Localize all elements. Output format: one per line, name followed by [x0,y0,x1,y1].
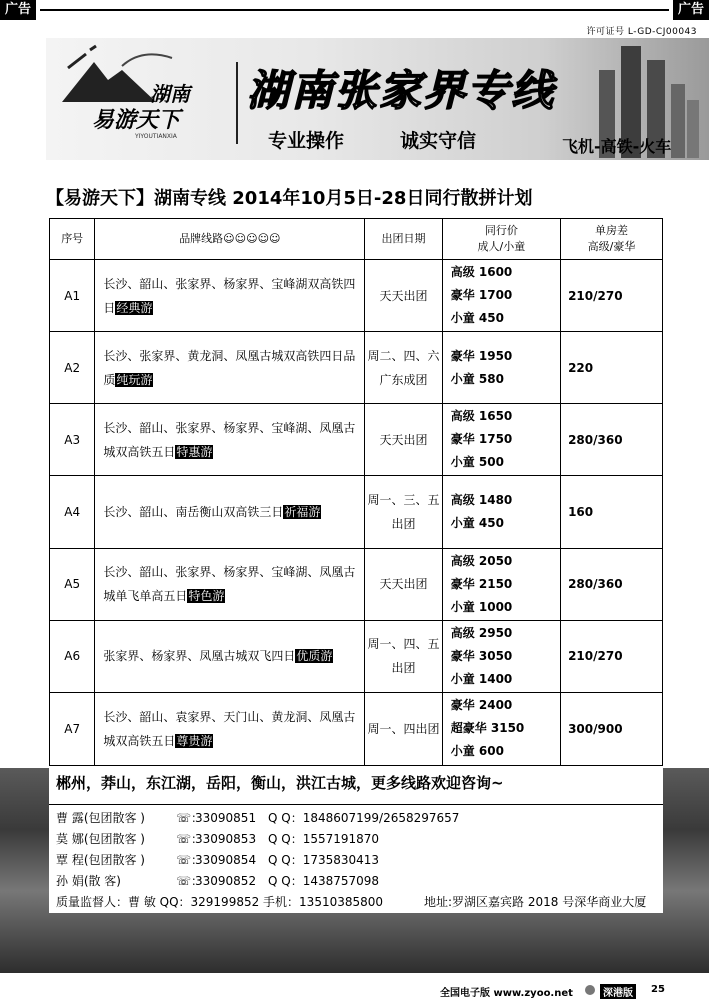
price-line: 豪华 1950 [450,348,513,363]
phone-label: ☏： [176,853,204,867]
departure-date-line: 周一、四出团 [367,721,440,736]
departure-date-line: 广东成团 [379,372,428,387]
contact-qq: Q Q：1848607199/2658297657 [268,811,460,825]
header-route: 品牌线路☺☺☺☺☺ [95,219,365,260]
price-line: 小童 1000 [450,599,513,614]
contact-name: 覃 程(包团散客 ) [56,853,145,867]
route-description [95,620,365,692]
contact-phone: 33090853 [195,832,257,846]
header-diff-line1: 单房差 [595,224,629,237]
routes-table [49,218,663,766]
slogan-professional: 专业操作 [268,130,345,152]
logo-brand: 易游天下 [92,108,181,133]
route-description [95,404,365,476]
address-line: 地址:罗湖区嘉宾路 2018 号深华商业大厦 [424,895,647,909]
table-row [50,476,663,548]
price-line: 小童 1400 [450,671,513,686]
route-description [95,260,365,332]
contact-name: 曹 露(包团散客 ) [56,811,145,825]
divider [49,804,663,805]
route-description [95,476,365,548]
header-price-line2: 成人/小童 [477,240,526,253]
contact-phone: 33090854 [195,853,257,867]
single-supplement: 210/270 [561,260,663,332]
route-text: 长沙、韶山、袁家界、天门山、黄龙洞、凤凰古城双高铁五日 [103,709,356,748]
logo-region: 湖南 [150,82,190,106]
route-text: 长沙、韶山、南岳衡山双高铁三日 [103,504,284,519]
price-cell [442,260,560,332]
table-row [50,548,663,620]
supervisor-line: 质量监督人：曹 敏 QQ：329199852 手机：13510385800 [56,895,384,909]
single-supplement: 280/360 [561,548,663,620]
route-text: 长沙、韶山、张家界、杨家界、宝峰湖双高铁四日 [103,276,356,315]
price-line: 高级 2050 [450,553,513,568]
departure-date [365,332,442,404]
contact-qq: Q Q：1735830413 [268,853,380,867]
departure-date [365,476,442,548]
table-row [50,260,663,332]
price-line: 小童 450 [450,311,504,326]
departure-date-line: 出团 [391,516,416,531]
header-diff-line2: 高级/豪华 [587,240,636,253]
logo-brand-pinyin: YIYOUTIANXIA [135,133,177,140]
table-row [50,332,663,404]
single-supplement: 220 [561,332,663,404]
route-text: 长沙、韶山、张家界、杨家界、宝峰湖、凤凰古城单飞单高五日 [103,565,356,604]
page-number: 25 [651,984,665,995]
contact-phone: 33090852 [195,874,257,888]
route-id: A2 [50,332,95,404]
price-cell [442,692,560,765]
departure-date-line: 天天出团 [379,577,428,592]
page-title: 【易游天下】湖南专线 2014年10月5日-28日同行散拼计划 [46,188,533,209]
departure-date-line: 周一、三、五 [367,492,440,507]
table-header-row [50,219,663,260]
price-cell [442,404,560,476]
price-cell [442,332,560,404]
route-tag: 尊贵游 [176,733,213,748]
contact-phone: 33090851 [195,811,257,825]
site-logo-icon [584,984,596,996]
header-id: 序号 [50,219,95,260]
route-id: A3 [50,404,95,476]
route-id: A4 [50,476,95,548]
price-line: 小童 500 [450,455,504,470]
table-row [50,404,663,476]
banner-divider [236,62,238,144]
single-supplement: 280/360 [561,404,663,476]
phone-label: ☏： [176,832,204,846]
price-line: 超豪华 3150 [450,721,525,736]
route-id: A1 [50,260,95,332]
table-row [50,620,663,692]
header-date: 出团日期 [365,219,442,260]
route-description [95,692,365,765]
price-line: 豪华 3050 [450,648,513,663]
route-description [95,548,365,620]
phone-label: ☏： [176,874,204,888]
header-price [442,219,560,260]
contact-qq: Q Q：1557191870 [268,832,380,846]
route-tag: 经典游 [116,300,153,315]
route-text: 长沙、韶山、张家界、杨家界、宝峰湖、凤凰古城双高铁五日 [103,420,356,459]
price-line: 小童 450 [450,515,504,530]
route-tag: 纯玩游 [116,372,153,387]
price-cell [442,548,560,620]
departure-date [365,404,442,476]
price-line: 高级 2950 [450,625,513,640]
departure-date [365,260,442,332]
ad-tag-left: 广告 [0,0,36,20]
more-destinations: 郴州，莽山，东江湖，岳阳，衡山，洪江古城，更多线路欢迎咨询~ [56,774,504,792]
top-rule [40,9,669,11]
price-line: 小童 580 [450,371,504,386]
single-supplement: 210/270 [561,620,663,692]
route-tag: 特惠游 [176,444,213,459]
price-cell [442,476,560,548]
table-row [50,692,663,765]
departure-date [365,620,442,692]
departure-date-line: 周一、四、五 [367,637,440,652]
phone-label: ☏： [176,811,204,825]
price-line: 小童 600 [450,744,504,759]
slogan-honest: 诚实守信 [400,130,477,152]
route-id: A7 [50,692,95,765]
ad-tag-right: 广告 [673,0,709,20]
route-text: 张家界、杨家界、凤凰古城双飞四日 [103,649,296,664]
route-tag: 祈福游 [284,504,321,519]
contact-qq: Q Q：1438757098 [268,874,380,888]
footer-edition: 深港版 [600,984,636,999]
route-tag: 特色游 [188,589,225,604]
route-description [95,332,365,404]
header-single-supplement [561,219,663,260]
price-line: 豪华 2150 [450,576,513,591]
price-line: 高级 1650 [450,409,513,424]
departure-date [365,692,442,765]
single-supplement: 300/900 [561,692,663,765]
transport-modes: 飞机-高铁-火车 [562,137,672,156]
single-supplement: 160 [561,476,663,548]
route-id: A6 [50,620,95,692]
price-line: 高级 1480 [450,492,513,507]
contact-name: 莫 娜(包团散客 ) [56,832,145,846]
price-line: 豪华 1750 [450,432,513,447]
departure-date [365,548,442,620]
price-line: 豪华 1700 [450,288,513,303]
route-text: 长沙、张家界、黄龙洞、凤凰古城双高铁四日品质 [103,348,356,387]
contact-name: 孙 娟(散 客) [56,874,121,888]
banner-title: 湖南张家界专线 [247,66,556,115]
license-number: 许可证号 L-GD-CJ00043 [586,27,697,37]
route-id: A5 [50,548,95,620]
footer-site: 全国电子版 www.zyoo.net [440,988,573,999]
price-line: 豪华 2400 [450,698,513,713]
departure-date-line: 周二、四、六 [367,348,440,363]
route-tag: 优质游 [296,649,333,664]
price-cell [442,620,560,692]
price-line: 高级 1600 [450,265,513,280]
departure-date-line: 天天出团 [379,432,428,447]
departure-date-line: 出团 [391,661,416,676]
header-price-line1: 同行价 [484,224,518,237]
departure-date-line: 天天出团 [379,288,428,303]
